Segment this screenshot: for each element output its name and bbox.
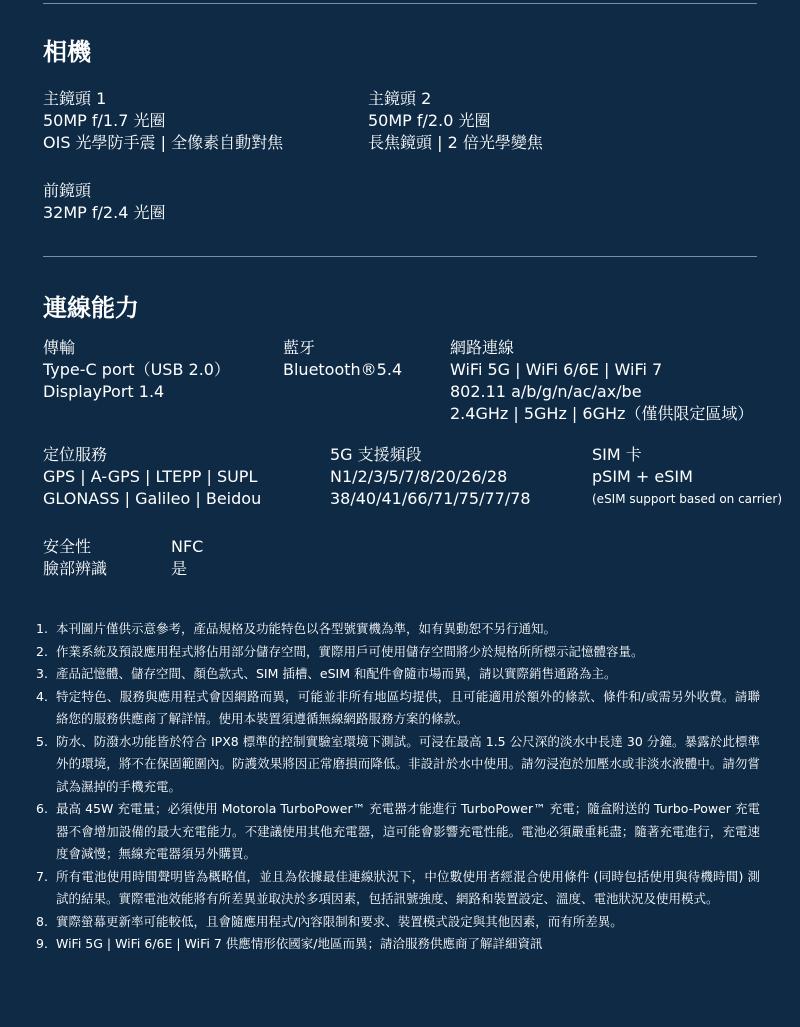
sim-label: SIM 卡	[592, 445, 642, 464]
connectivity-title: 連線能力	[43, 294, 139, 322]
footnote	[36, 798, 760, 866]
footnote-text: 所有電池使用時間聲明皆為概略值，並且為依據最佳連線狀況下，中位數使用者經混合使用條件 (同時包括使用與待機時間) 測試的結果。實際電池效能將有所差異並取決於多項因素，包括訊號強度、網路和裝置設定、溫度、電池狀況及使用模式。	[56, 868, 760, 906]
location-line: GLONASS | Galileo | Beidou	[43, 489, 262, 508]
section-divider	[43, 256, 757, 257]
footnote-text: 特定特色、服務與應用程式會因網路而異，可能並非所有地區均提供，且可能適用於額外的條款、條件和/或需另外收費。請聯絡您的服務供應商了解詳情。使用本裝置須遵循無線網路服務方案的條款。	[56, 688, 760, 726]
5g-bands-line: 38/40/41/66/71/75/77/78	[330, 489, 531, 508]
footnote	[36, 618, 760, 641]
footnote-text: WiFi 5G | WiFi 6/6E | WiFi 7 供應情形依國家/地區而異；請洽服務供應商了解詳細資訊	[56, 936, 543, 951]
top-divider	[43, 3, 757, 4]
front-lens-line: 32MP f/2.4 光圈	[43, 203, 166, 222]
main-lens-1-line: 50MP f/1.7 光圈	[43, 111, 166, 130]
network-line: 2.4GHz | 5GHz | 6GHz（僅供限定區域）	[450, 404, 754, 423]
front-lens-label: 前鏡頭	[43, 181, 92, 200]
footnote-text: 實際螢幕更新率可能較低，且會隨應用程式/內容限制和要求、裝置模式設定與其他因素，而有所差異。	[56, 913, 623, 929]
location-spec	[43, 444, 261, 510]
network-spec	[450, 337, 753, 425]
footnote	[36, 933, 760, 956]
footnote-number: 5.	[36, 733, 48, 749]
footnote-number: 1.	[36, 621, 48, 636]
footnote-number: 7.	[36, 868, 48, 884]
footnotes	[36, 618, 760, 956]
location-label: 定位服務	[43, 445, 108, 464]
nfc-spec	[171, 536, 203, 580]
transfer-spec	[43, 337, 230, 403]
network-label: 網路連線	[450, 338, 515, 357]
footnote-number: 8.	[36, 913, 48, 929]
front-lens	[43, 180, 165, 224]
footnote-number: 6.	[36, 801, 48, 816]
main-lens-2-line: 長焦鏡頭 | 2 倍光學變焦	[368, 133, 543, 152]
main-lens-2	[368, 88, 543, 154]
footnote-text: 產品記憶體、儲存空間、顏色款式、SIM 插槽、eSIM 和配件會隨市場而異，請以實際銷售通路為主。	[56, 666, 617, 681]
footnote-number: 9.	[36, 936, 48, 951]
footnote-text: 防水、防潑水功能皆於符合 IPX8 標準的控制實驗室環境下測試。可浸在最高 1.5 公尺深的淡水中長達 30 分鐘。暴露於此標準外的環境，將不在保固範圍內。防護效果將因正常磨損而降低。非設計於水中使用。請勿浸泡於加壓水或非淡水液體中。請勿嘗試為濕掉的手機充電。	[56, 733, 760, 794]
footnote-text: 作業系統及預設應用程式將佔用部分儲存空間，實際用戶可使用儲存空間將少於規格所所標示記憶體容量。	[56, 643, 644, 659]
footnote-text: 最高 45W 充電量；必須使用 Motorola TurboPower™ 充電器才能進行 TurboPower™ 充電；隨盒附送的 Turbo-Power 充電器不會增加設備的最大充電能力。不建議使用其他充電器，這可能會影響充電性能。電池必須嚴重耗盡；隨著充電進行，充電速度會減慢；無線充電器須另外購買。	[56, 801, 760, 861]
security-spec	[43, 536, 107, 580]
footnote-number: 3.	[36, 666, 48, 681]
footnote	[36, 686, 760, 731]
security-label: 安全性	[43, 537, 92, 556]
footnote	[36, 866, 760, 911]
footnote	[36, 663, 760, 686]
nfc-line: 是	[171, 559, 188, 578]
nfc-label: NFC	[171, 537, 204, 556]
5g-bands-line: N1/2/3/5/7/8/20/26/28	[330, 467, 508, 486]
security-line: 臉部辨識	[43, 559, 108, 578]
main-lens-2-label: 主鏡頭 2	[368, 89, 432, 108]
footnote-number: 2.	[36, 643, 48, 659]
transfer-line: Type-C port（USB 2.0）	[43, 360, 230, 379]
location-line: GPS | A-GPS | LTEPP | SUPL	[43, 467, 258, 486]
transfer-label: 傳輸	[43, 338, 76, 357]
main-lens-1	[43, 88, 283, 154]
bluetooth-label: 藍牙	[283, 338, 316, 357]
footnote-text: 本刊圖片僅供示意參考，產品規格及功能特色以各型號實機為準，如有異動恕不另行通知。	[56, 621, 557, 636]
main-lens-1-line: OIS 光學防手震 | 全像素自動對焦	[43, 133, 284, 152]
footnote-number: 4.	[36, 688, 48, 704]
main-lens-1-label: 主鏡頭 1	[43, 89, 107, 108]
network-line: 802.11 a/b/g/n/ac/ax/be	[450, 382, 642, 401]
main-lens-2-line: 50MP f/2.0 光圈	[368, 111, 491, 130]
network-line: WiFi 5G | WiFi 6/6E | WiFi 7	[450, 360, 663, 379]
sim-line: pSIM + eSIM	[592, 467, 693, 486]
footnote	[36, 911, 760, 934]
footnote	[36, 731, 760, 799]
bluetooth-line: Bluetooth®5.4	[283, 360, 403, 379]
footnote	[36, 641, 760, 664]
camera-title: 相機	[43, 38, 91, 66]
sim-note: (eSIM support based on carrier)	[592, 492, 783, 506]
5g-bands-spec	[330, 444, 531, 510]
bluetooth-spec	[283, 337, 402, 381]
sim-spec	[592, 444, 782, 510]
5g-bands-label: 5G 支援頻段	[330, 445, 422, 464]
transfer-line: DisplayPort 1.4	[43, 382, 165, 401]
